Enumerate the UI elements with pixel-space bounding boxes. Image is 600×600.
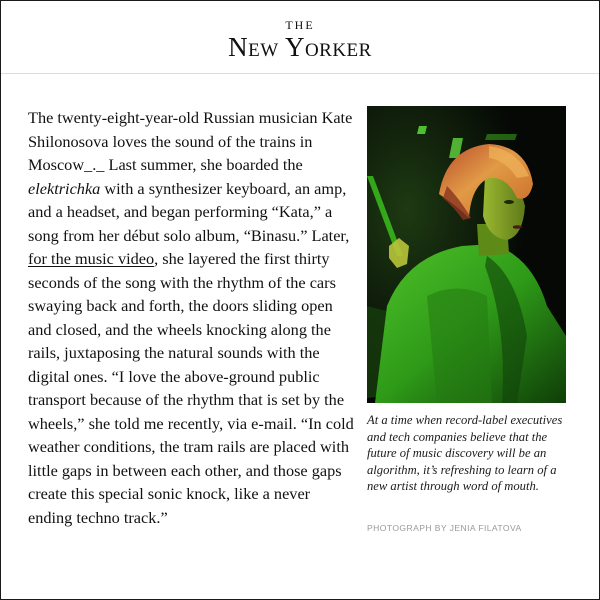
masthead-the: THE [285,18,315,32]
photo-credit: PHOTOGRAPH BY JENIA FILATOVA [367,523,522,533]
artist-photo [367,106,566,403]
photo-caption: At a time when record-label executives and tech companies believe that the future of music discovery will be an algorithm, it’s refreshing to learn of a new artist through word of mouth. [367,413,563,493]
article-text-2: with a synthesizer keyboard, an amp, and a headset, and began performing “Kata,” a song from her début solo album, “Binasu.” Later, [28,178,350,245]
article-body [28,106,358,529]
artist-photo-image [367,106,566,403]
article-text-3: , she layered the first thirty seconds of the song with the rhythm of the cars swaying back and forth, the doors sliding open and closed, and the wheels knocking along the rails, juxtaposing the natural sounds with the digital ones. “I love the above-ground public transport because of the rhythm that is set by the wheels,” she told me recently, via e-mail. “In cold weather conditions, the tram rails are placed with little gaps in between each other, and those gaps create this special sonic knock, like a never ending techno track.” [28,249,354,527]
masthead [1,1,599,74]
article-emphasis: elektrichka [28,178,101,198]
article-text-1: The twenty-eight-year-old Russian musician Kate Shilonosova loves the sound of the trains in Moscow_._ Last summer, she boarded the [28,108,353,174]
music-video-link[interactable]: for the music video [28,249,155,268]
masthead-logo[interactable]: New Yorker [228,32,372,62]
